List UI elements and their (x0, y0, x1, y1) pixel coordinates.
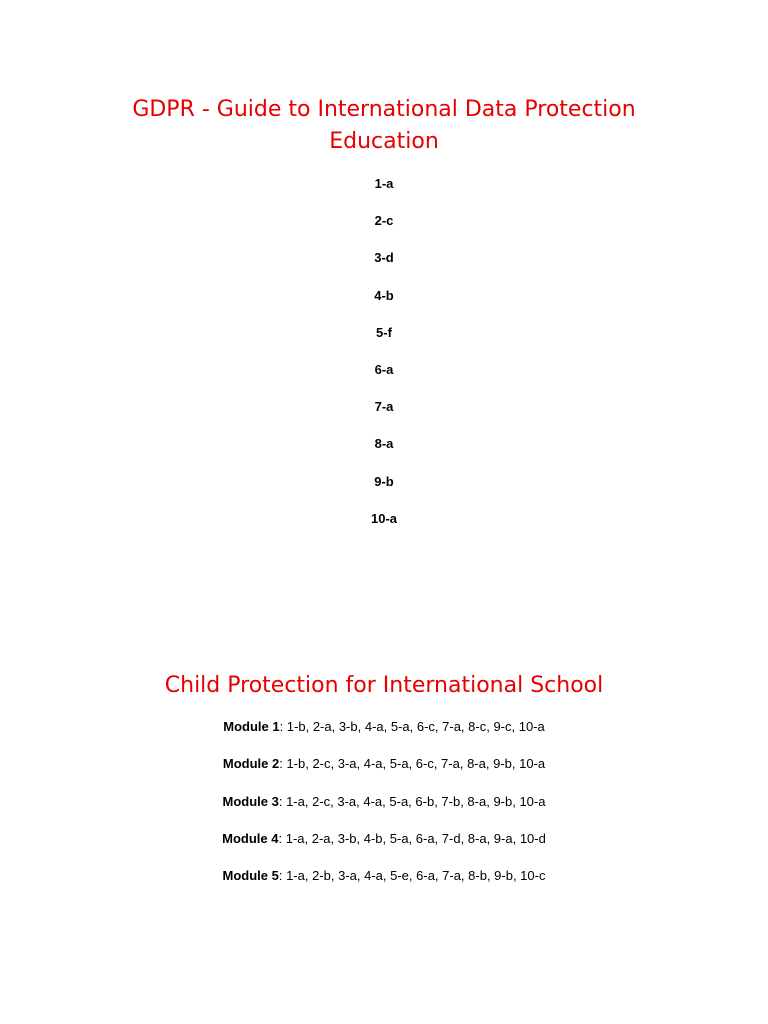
gdpr-section-title: GDPR - Guide to International Data Protection Education (132, 97, 636, 154)
module-label: Module 1 (223, 719, 280, 734)
module-row-1 (0, 717, 768, 754)
answer-item: 10-a (370, 510, 398, 526)
module-row-4 (0, 829, 768, 866)
answer-item: 4-b (374, 287, 394, 303)
child-protection-section-title: Child Protection for International School (164, 673, 604, 698)
gdpr-answer-list (0, 174, 768, 546)
answer-item: 9-b (374, 473, 394, 489)
module-label: Module 4 (222, 830, 279, 846)
answer-item: 7-a (374, 399, 394, 415)
module-answers: : 1-b, 2-a, 3-b, 4-a, 5-a, 6-c, 7-a, 8-c, 9-c, 10-a (279, 719, 545, 734)
module-answers: : 1-a, 2-c, 3-a, 4-a, 5-a, 6-b, 7-b, 8-a, 9-b, 10-a (278, 793, 546, 809)
answer-item: 2-c (374, 213, 394, 229)
module-row-5 (0, 866, 768, 903)
module-answers: : 1-b, 2-c, 3-a, 4-a, 5-a, 6-c, 7-a, 8-a, 9-b, 10-a (279, 756, 546, 772)
answer-item: 1-a (374, 176, 394, 191)
module-label: Module 2 (222, 756, 280, 772)
module-answers: : 1-a, 2-a, 3-b, 4-b, 5-a, 6-a, 7-d, 8-a, 9-a, 10-d (278, 830, 546, 846)
answer-item: 3-d (374, 250, 394, 266)
module-answer-list (0, 717, 768, 903)
module-row-2 (0, 754, 768, 791)
module-row-3 (0, 792, 768, 829)
answer-item: 5-f (376, 324, 392, 340)
answer-item: 6-a (374, 361, 394, 377)
module-answers: : 1-a, 2-b, 3-a, 4-a, 5-e, 6-a, 7-a, 8-b, 9-b, 10-c (278, 868, 546, 884)
module-label: Module 5 (222, 868, 279, 884)
answer-item: 8-a (374, 436, 394, 452)
module-label: Module 3 (222, 793, 279, 809)
